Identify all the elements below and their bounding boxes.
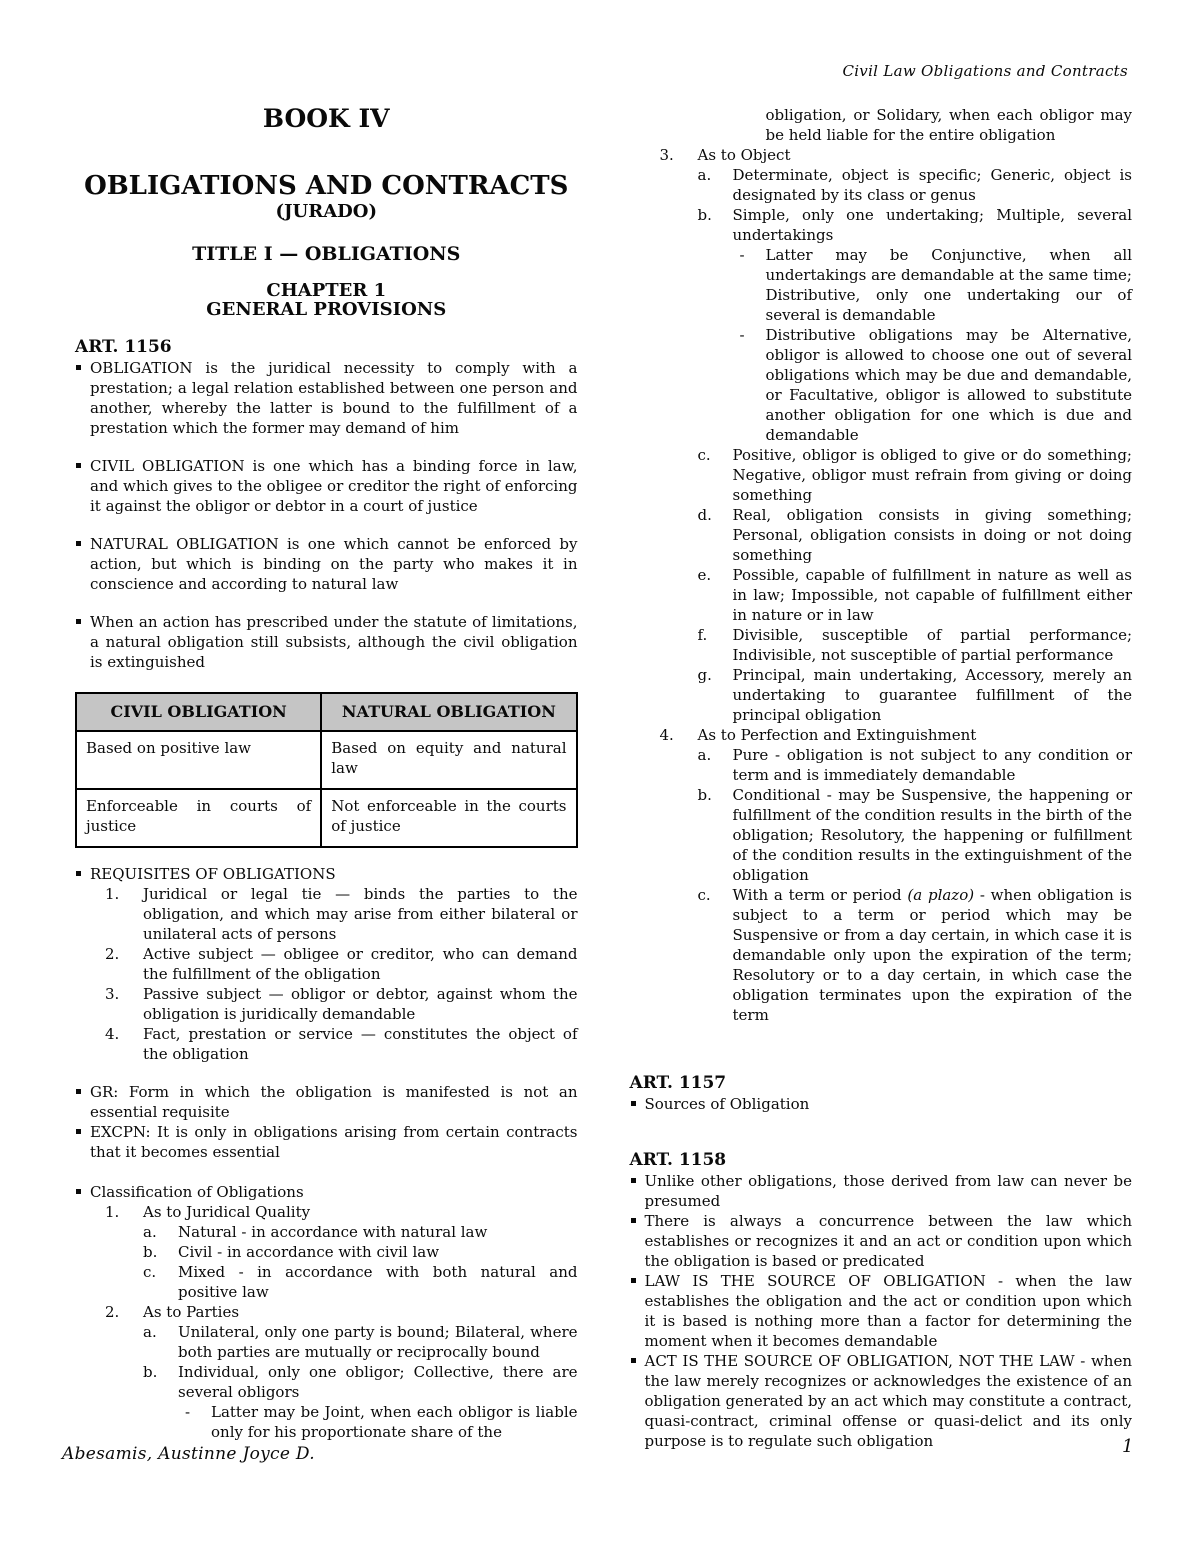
bullet-item: [75, 358, 578, 438]
numbered-item: [75, 1302, 578, 1322]
bullet-square-icon: [76, 1089, 81, 1094]
item-marker: a.: [143, 1323, 157, 1341]
item-text: Natural - in accordance with natural law: [178, 1223, 488, 1241]
item-text: Principal, main undertaking, Accessory, merely an undertaking to guarantee fulfillment of the principal obligation: [732, 666, 1132, 724]
bullet-text: Sources of Obligation: [644, 1095, 810, 1113]
lettered-item: [630, 165, 1133, 205]
document-title: OBLIGATIONS AND CONTRACTS: [84, 171, 569, 201]
handwritten-page-number: 1: [1122, 1436, 1134, 1457]
bullet-square-icon: [76, 463, 81, 468]
numbered-item: [75, 984, 578, 1024]
bullet-item: [75, 1182, 578, 1202]
article-heading-1158: ART. 1158: [629, 1150, 727, 1170]
bullet-text: EXCPN: It is only in obligations arising from certain contracts that it becomes essential: [90, 1123, 578, 1161]
bullet-square-icon: [76, 1189, 81, 1194]
item-marker: 3.: [659, 146, 674, 164]
item-text: Latter may be Joint, when each obligor is liable only for his proportionate share of the: [211, 1403, 578, 1441]
numbered-item: [75, 1202, 578, 1222]
bullet-square-icon: [76, 871, 81, 876]
item-text: Simple, only one undertaking; Multiple, several undertakings: [732, 206, 1132, 244]
bullet-item: [75, 1122, 578, 1162]
table-row: [76, 789, 577, 847]
bullet-item: [75, 612, 578, 672]
bullet-item: [630, 1094, 1133, 1114]
bullet-square-icon: [631, 1218, 636, 1223]
numbered-item: [630, 725, 1133, 745]
left-column: [75, 105, 578, 1451]
table-cell: Not enforceable in the courts of justice: [321, 789, 576, 847]
bullet-square-icon: [76, 541, 81, 546]
lettered-item: [630, 625, 1133, 665]
lettered-item: [630, 745, 1133, 785]
item-marker: a.: [143, 1223, 157, 1241]
bullet-text: LAW IS THE SOURCE OF OBLIGATION - when the law establishes the obligation and the act or condition upon which it is based is nothing more than a factor for determining the moment when it becomes demandable: [644, 1272, 1132, 1350]
bullet-square-icon: [76, 365, 81, 370]
table-cell: Enforceable in courts of justice: [76, 789, 321, 847]
lettered-item: [630, 205, 1133, 245]
item-text-italic: (a plazo): [907, 886, 975, 904]
item-marker: 2.: [105, 1303, 120, 1321]
numbered-item: [75, 884, 578, 944]
item-text: Individual, only one obligor; Collective, there are several obligors: [178, 1363, 578, 1401]
right-column: [630, 105, 1133, 1451]
item-marker: a.: [697, 746, 712, 764]
item-marker: g.: [697, 666, 712, 684]
item-text: With a term or period: [732, 886, 908, 904]
item-text: Pure - obligation is not subject to any condition or term and is immediately demandable: [732, 746, 1132, 784]
bullet-item: [630, 1211, 1133, 1271]
handwritten-header: Civil Law Obligations and Contracts: [842, 62, 1128, 80]
item-text: Active subject — obligee or creditor, who can demand the fulfillment of the obligation: [143, 945, 578, 983]
dash-item: [75, 1402, 578, 1442]
item-marker: c.: [697, 886, 711, 904]
item-text: Fact, prestation or service — constitutes the object of the obligation: [143, 1025, 578, 1063]
item-text: Positive, obligor is obliged to give or do something; Negative, obligor must refrain from giving or doing something: [732, 446, 1132, 504]
bullet-item: [630, 1271, 1133, 1351]
numbered-item: [75, 1024, 578, 1064]
lettered-item: [630, 565, 1133, 625]
item-marker: a.: [697, 166, 712, 184]
table-header-row: [76, 693, 577, 731]
item-marker: b.: [143, 1243, 158, 1261]
lettered-item: [630, 785, 1133, 885]
bullet-square-icon: [631, 1101, 636, 1106]
item-marker: b.: [143, 1363, 158, 1381]
item-marker: 3.: [105, 985, 120, 1003]
table-row: [76, 731, 577, 789]
item-marker: e.: [697, 566, 712, 584]
article-heading-1156: ART. 1156: [75, 337, 172, 357]
bullet-item: [75, 456, 578, 516]
bullet-text: ACT IS THE SOURCE OF OBLIGATION, NOT THE LAW - when the law merely recognizes or acknowledges the existence of an obligation generated by an act which may constitute a contract, quasi-contract, criminal offense or quasi-delict and its only purpose is to regulate such obligation: [644, 1352, 1132, 1450]
lettered-item: [630, 445, 1133, 505]
item-marker: -: [185, 1403, 191, 1421]
dash-item: [630, 245, 1133, 325]
book-title: BOOK IV: [262, 104, 390, 133]
item-marker: 1.: [105, 885, 120, 903]
item-text: Conditional - may be Suspensive, the happening or fulfillment of the condition results in the birth of the obligation; Resolutory, the happening or fulfillment of the condition results in the extinguishment of the obligation: [732, 786, 1132, 884]
item-marker: b.: [697, 206, 712, 224]
handwritten-footer-author: Abesamis, Austinne Joyce D.: [62, 1444, 315, 1464]
item-text: Determinate, object is specific; Generic, object is designated by its class or genus: [732, 166, 1132, 204]
bullet-text: Unlike other obligations, those derived from law can never be presumed: [644, 1172, 1132, 1210]
item-text: Possible, capable of fulfillment in nature as well as in law; Impossible, not capable of fulfillment either in nature or in law: [732, 566, 1132, 624]
chapter-subheading: GENERAL PROVISIONS: [206, 299, 447, 320]
table-header-cell: NATURAL OBLIGATION: [321, 693, 576, 731]
numbered-item: [75, 944, 578, 984]
lettered-item: [75, 1222, 578, 1242]
item-text: As to Object: [697, 146, 791, 164]
bullet-text: GR: Form in which the obligation is manifested is not an essential requisite: [90, 1083, 578, 1121]
table-cell: Based on positive law: [76, 731, 321, 789]
section-gap: [630, 1025, 1133, 1055]
lettered-item: [630, 885, 1133, 1025]
bullet-text: REQUISITES OF OBLIGATIONS: [90, 865, 336, 883]
lettered-item: [75, 1262, 578, 1302]
item-text: As to Juridical Quality: [143, 1203, 311, 1221]
bullet-text: CIVIL OBLIGATION is one which has a binding force in law, and which gives to the obligee or creditor the right of enforcing it against the obligor or debtor in a court of justice: [90, 457, 578, 515]
item-marker: c.: [143, 1263, 157, 1281]
bullet-text: There is always a concurrence between the law which establishes or recognizes it and an act or condition upon which the obligation is based or predicated: [644, 1212, 1132, 1270]
dash-item: [630, 325, 1133, 445]
bullet-text: NATURAL OBLIGATION is one which cannot be enforced by action, but which is binding on the party who makes it in conscience and according to natural law: [90, 535, 578, 593]
item-text: Divisible, susceptible of partial performance; Indivisible, not susceptible of partial performance: [732, 626, 1132, 664]
table-header-cell: CIVIL OBLIGATION: [76, 693, 321, 731]
item-marker: f.: [697, 626, 708, 644]
author-reference: (JURADO): [275, 201, 377, 222]
bullet-square-icon: [76, 1129, 81, 1134]
bullet-text: When an action has prescribed under the statute of limitations, a natural obligation still subsists, although the civil obligation is extinguished: [90, 613, 578, 671]
bullet-text: OBLIGATION is the juridical necessity to comply with a prestation; a legal relation established between one person and another, whereby the latter is bound to the fulfillment of a prestation which the former may demand of him: [90, 359, 578, 437]
lettered-item: [75, 1362, 578, 1402]
bullet-item: [630, 1171, 1133, 1211]
item-text: As to Perfection and Extinguishment: [697, 726, 977, 744]
item-text: Mixed - in accordance with both natural and positive law: [178, 1263, 578, 1301]
continuation-paragraph: obligation, or Solidary, when each obligor may be held liable for the entire obligation: [765, 106, 1132, 144]
chapter-heading: CHAPTER 1: [266, 280, 387, 301]
numbered-item: [630, 145, 1133, 165]
item-text: Juridical or legal tie — binds the parties to the obligation, and which may arise from either bilateral or unilateral acts of persons: [143, 885, 578, 943]
item-marker: -: [739, 246, 745, 264]
item-marker: 4.: [659, 726, 674, 744]
bullet-square-icon: [76, 619, 81, 624]
bullet-square-icon: [631, 1358, 636, 1363]
article-heading-1157: ART. 1157: [629, 1073, 727, 1093]
lettered-item: [630, 665, 1133, 725]
comparison-table: [75, 692, 578, 848]
bullet-item: [75, 1082, 578, 1122]
item-text: Civil - in accordance with civil law: [178, 1243, 440, 1261]
title-heading: TITLE I — OBLIGATIONS: [192, 243, 461, 265]
bullet-square-icon: [631, 1178, 636, 1183]
item-text: Latter may be Conjunctive, when all undertakings are demandable at the same time; Distributive, only one undertaking our of several is demandable: [765, 246, 1132, 324]
bullet-item: [75, 534, 578, 594]
item-text: Passive subject — obligor or debtor, against whom the obligation is juridically demandable: [143, 985, 578, 1023]
item-text: As to Parties: [143, 1303, 240, 1321]
item-marker: 1.: [105, 1203, 120, 1221]
item-marker: c.: [697, 446, 711, 464]
bullet-text: Classification of Obligations: [90, 1183, 304, 1201]
lettered-item: [630, 505, 1133, 565]
lettered-item: [75, 1242, 578, 1262]
item-text: Real, obligation consists in giving something; Personal, obligation consists in doing or not doing something: [732, 506, 1132, 564]
item-text: Unilateral, only one party is bound; Bilateral, where both parties are mutually or reciprocally bound: [178, 1323, 578, 1361]
bullet-square-icon: [631, 1278, 636, 1283]
item-marker: 2.: [105, 945, 120, 963]
bullet-item: [75, 864, 578, 884]
item-text: - when obligation is subject to a term or period which may be Suspensive or from a day certain, in which case it is demandable only upon the expiration of the term; Resolutory or to a day certain, in which case the obligation terminates upon the expiration of the term: [732, 886, 1132, 1024]
item-marker: 4.: [105, 1025, 120, 1043]
item-marker: d.: [697, 506, 712, 524]
bullet-item: [630, 1351, 1133, 1451]
item-marker: -: [739, 326, 745, 344]
item-marker: b.: [697, 786, 712, 804]
item-text: Distributive obligations may be Alternative, obligor is allowed to choose one out of several obligations which may be due and demandable, or Facultative, obligor is allowed to substitute another obligation for one which is due and demandable: [765, 326, 1132, 444]
lettered-item: [75, 1322, 578, 1362]
table-cell: Based on equity and natural law: [321, 731, 576, 789]
